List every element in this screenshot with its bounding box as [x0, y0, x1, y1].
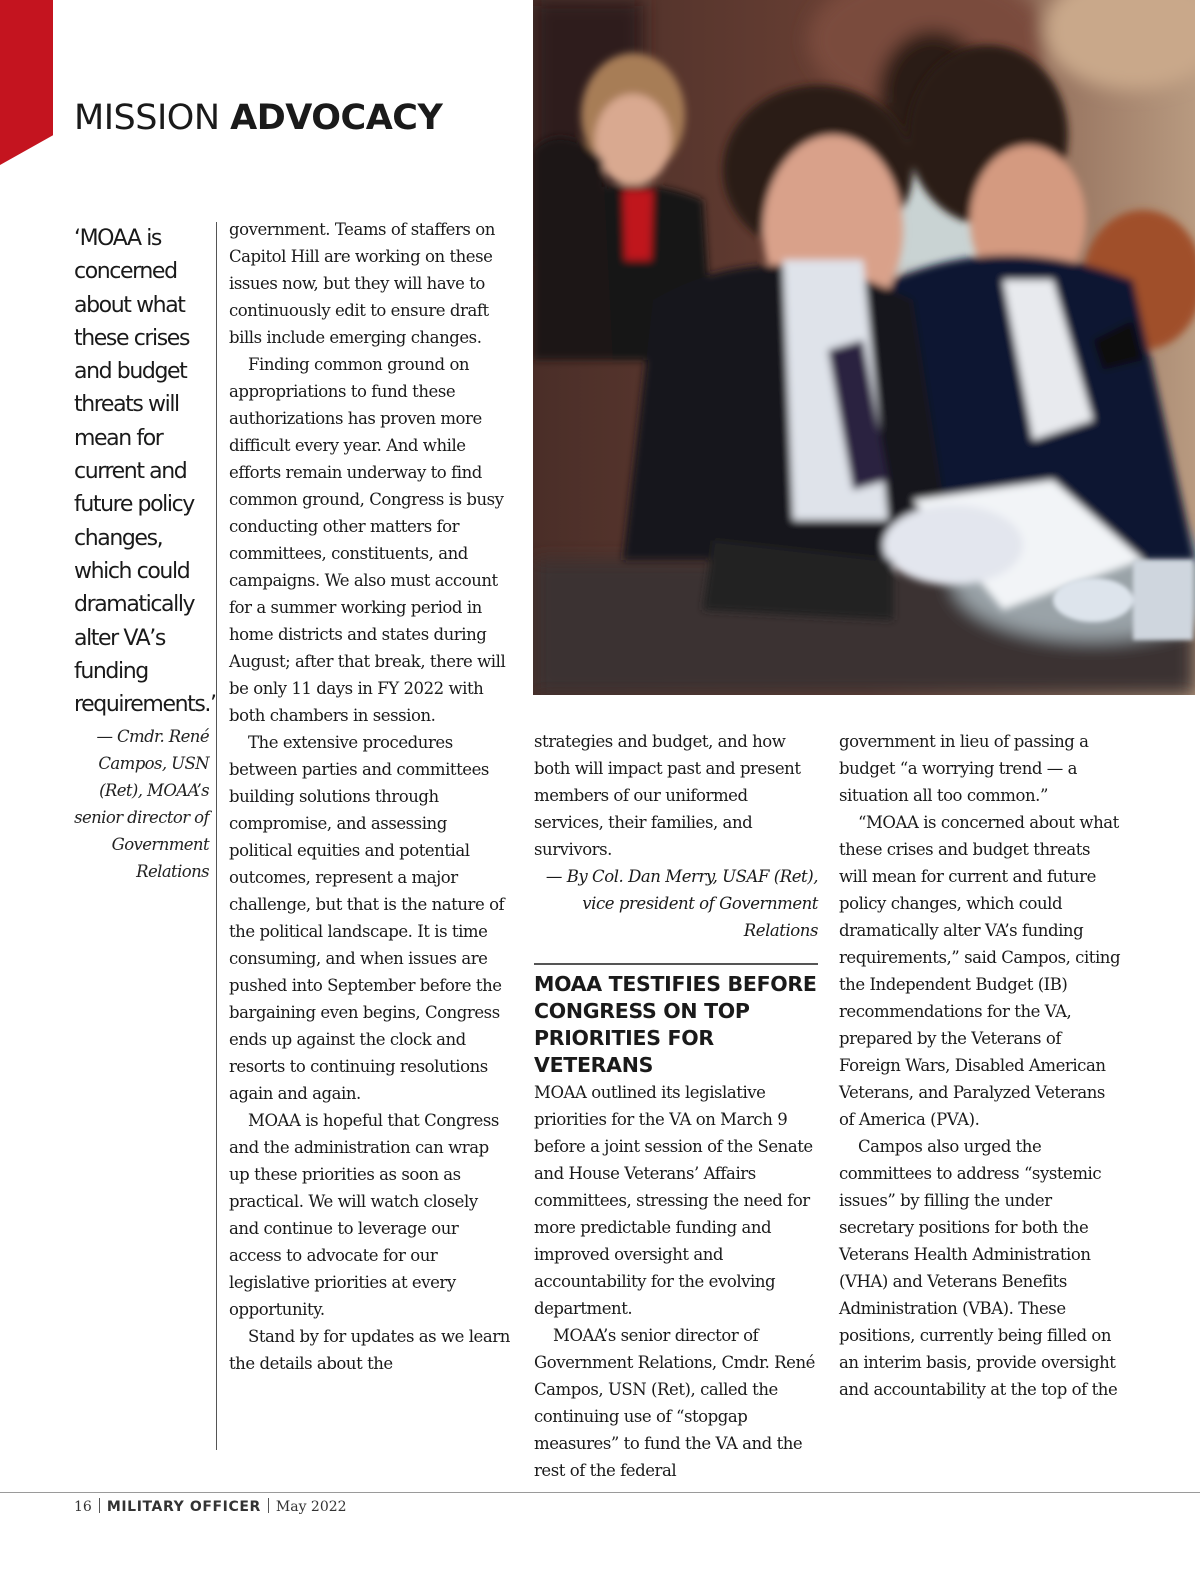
article-headline: MOAA TESTIFIES BEFORE CONGRESS ON TOP PRIORITIES FOR VETERANS [534, 972, 817, 1077]
page-footer [74, 1496, 347, 1518]
paragraph: “MOAA is concerned about what these crises and budget threats will mean for current and future policy changes, which could dramatically alter VA’s funding requirements,” said Campos, citing the Independent Budget (IB) recommendations for the VA, prepared by the Veterans of Foreign Wars, Disabled American Veterans, and Paralyzed Veterans of America (PVA). [839, 813, 1121, 1129]
section-title-bold: ADVOCACY [230, 98, 443, 138]
footer-separator [99, 1498, 100, 1513]
paragraph: strategies and budget, and how both will impact past and present members of our uniformed services, their families, and survivors. [534, 732, 801, 859]
paragraph: Stand by for updates as we learn the details about the [229, 1327, 510, 1373]
section-title-light: MISSION [74, 98, 220, 138]
footer-separator [268, 1498, 269, 1513]
section-divider [534, 963, 818, 965]
paragraph: government in lieu of passing a budget “a worrying trend — a situation all too common.” [839, 732, 1089, 805]
section-accent-tab [0, 0, 53, 165]
hearing-photo [533, 0, 1195, 695]
magazine-name: MILITARY OFFICER [106, 1499, 261, 1515]
paragraph: Campos also urged the committees to address “systemic issues” by filling the under secretary positions for both the Veterans Health Administration (VHA) and Veterans Benefits Administration (VBA). These positions, currently being filled on an interim basis, provide oversight and accountability at the top of the [839, 1137, 1118, 1399]
issue-date: May 2022 [275, 1499, 347, 1515]
pull-quote-text: ‘MOAA is concerned about what these crises and budget threats will mean for current and future policy changes, which could dramatically alter VA’s funding requirements.’ [74, 226, 216, 718]
paragraph: Finding common ground on appropriations to fund these authorizations has proven more difficult every year. And while efforts remain underway to find common ground, Congress is busy conducting other matters for committees, constituents, and campaigns. We also must account for a summer working period in home districts and states during August; after that break, there will be only 11 days in FY 2022 with both chambers in session. [229, 355, 506, 725]
paragraph: MOAA outlined its legislative priorities for the VA on March 9 before a joint session of the Senate and House Veterans’ Affairs committees, stressing the need for more predictable funding and improved oversight and accountability for the evolving department. [534, 1083, 813, 1318]
paragraph: government. Teams of staffers on Capitol Hill are working on these issues now, but they will have to continuously edit to ensure draft bills include emerging changes. [229, 220, 495, 347]
hearing-photo-illustration [533, 0, 1195, 695]
article-column-1 [229, 216, 511, 1377]
article-column-2 [534, 728, 818, 1484]
column-divider [216, 222, 217, 1450]
pull-quote-attribution: — Cmdr. René Campos, USN (Ret), MOAA’s senior director of Government Relations [74, 727, 209, 882]
footer-rule [0, 1492, 1200, 1493]
paragraph: MOAA is hopeful that Congress and the administration can wrap up these priorities as soon as practical. We will watch closely and continue to leverage our access to advocate for our legislative priorities at every opportunity. [229, 1111, 499, 1319]
paragraph: MOAA’s senior director of Government Relations, Cmdr. René Campos, USN (Ret), called the continuing use of “stopgap measures” to fund the VA and the rest of the federal [534, 1326, 815, 1480]
paragraph: The extensive procedures between parties and committees building solutions through compromise, and assessing political equities and potential outcomes, represent a major challenge, but that is the nature of the political landscape. It is time consuming, and when issues are pushed into September before the bargaining even begins, Congress ends up against the clock and resorts to continuing resolutions again and again. [229, 733, 505, 1103]
pull-quote [74, 222, 216, 885]
section-title [74, 96, 442, 140]
byline: — By Col. Dan Merry, USAF (Ret), vice president of Government Relations [545, 867, 818, 940]
page-number: 16 [74, 1499, 92, 1515]
article-column-3 [839, 728, 1121, 1403]
